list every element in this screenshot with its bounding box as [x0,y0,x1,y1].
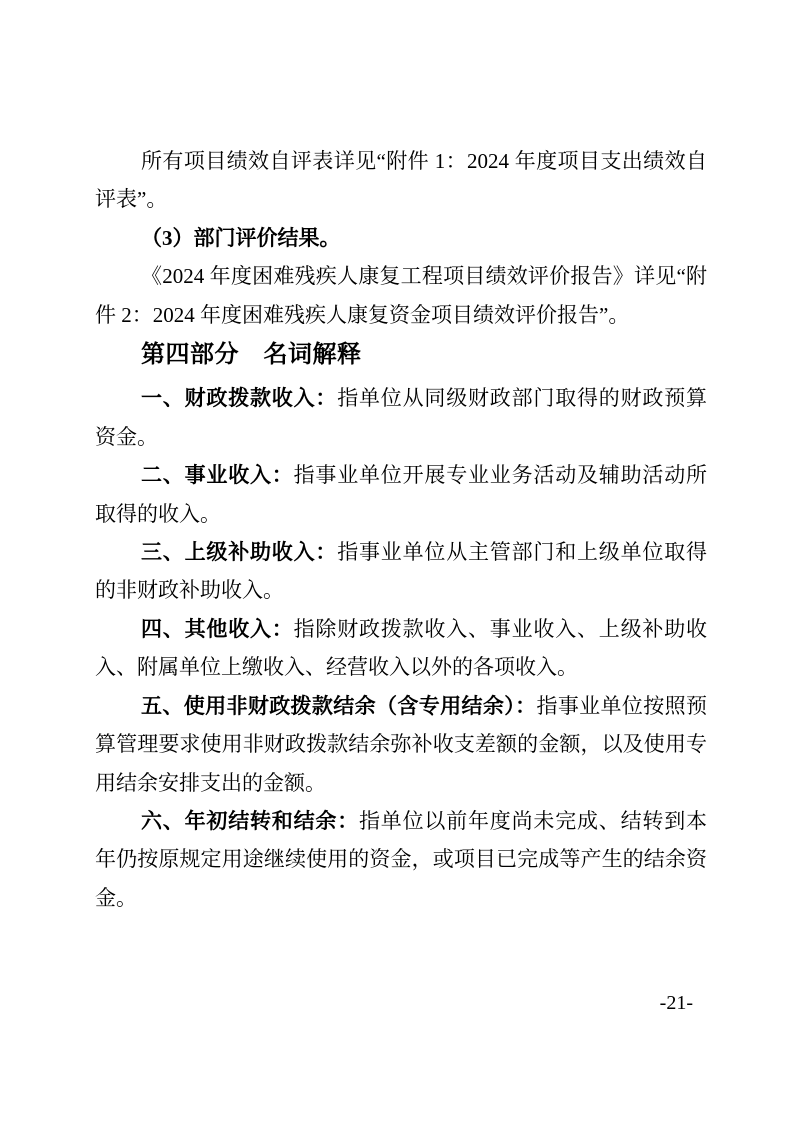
term-definition: 指单位从同级财政部门取得的财政预算资金。 [95,386,708,449]
paragraph-term-non-fiscal-balance-use [95,687,707,802]
paragraph-text: 《2024 年度困难残疾人康复工程项目绩效评价报告》详见“附件 2：2024 年度困难残疾人康复资金项目绩效评价报告”。 [95,264,707,327]
paragraph-term-operating-income [95,456,707,533]
paragraph-bold-text: （3）部门评价结果。 [141,225,341,250]
paragraph-text: 所有项目绩效自评表详见“附件 1：2024 年度项目支出绩效自评表”。 [95,149,707,212]
paragraph-self-evaluation-note [95,142,707,219]
term-definition: 指除财政拨款收入、事业收入、上级补助收入、附属单位上缴收入、经营收入以外的各项收入。 [95,616,708,680]
page-number: -21- [659,992,693,1014]
paragraph-term-beginning-year-carryover [95,802,707,917]
term-label: 六、年初结转和结余： [141,808,359,833]
term-definition: 指事业单位开展专业业务活动及辅助活动所取得的收入。 [95,463,708,526]
term-definition: 指单位以前年度尚未完成、结转到本年仍按原规定用途继续使用的资金，或项目已完成等产生的结余资金。 [95,808,707,910]
term-label: 四、其他收入： [141,616,294,641]
paragraph-dept-evaluation-result-heading [95,219,707,257]
paragraph-term-fiscal-appropriation-income [95,379,707,456]
term-definition: 指事业单位从主管部门和上级单位取得的非财政补助收入。 [95,540,708,603]
term-label: 三、上级补助收入： [141,540,338,565]
document-body [95,142,707,917]
paragraph-term-other-income [95,610,707,687]
paragraph-evaluation-report-note [95,257,707,334]
section-heading-part4-glossary: 第四部分 名词解释 [141,341,362,369]
paragraph-term-superior-subsidy-income [95,533,707,610]
term-label: 一、财政拨款收入： [141,386,338,411]
term-definition: 指事业单位按照预算管理要求使用非财政拨款结余弥补收支差额的金额，以及使用专用结余安排支出的金额。 [95,693,708,795]
term-label: 二、事业收入： [141,463,294,488]
term-label: 五、使用非财政拨款结余（含专用结余）： [141,693,537,718]
